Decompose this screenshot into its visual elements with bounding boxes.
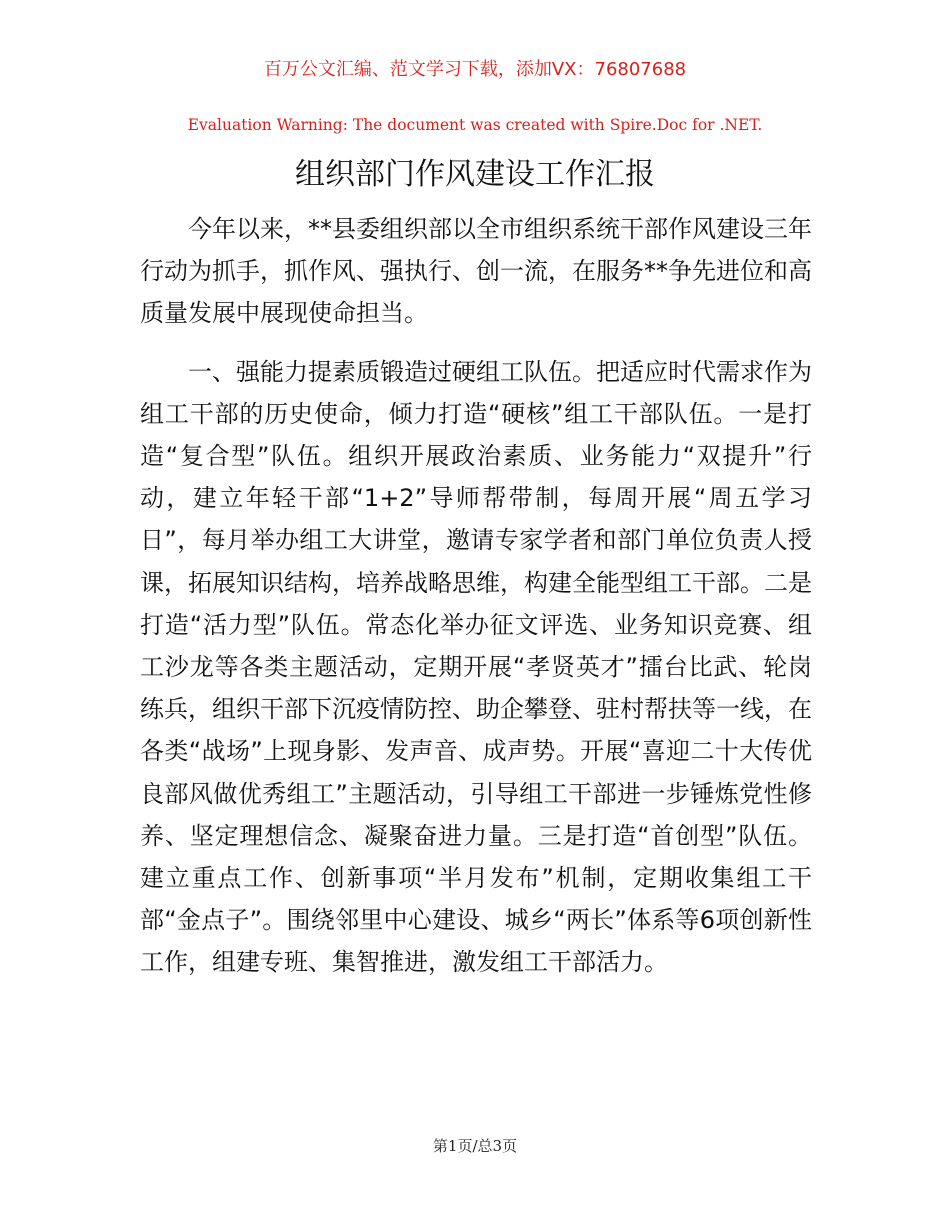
evaluation-warning: Evaluation Warning: The document was created with Spire.Doc for .NET. — [187, 116, 763, 134]
paragraph-section-one: 一、强能力提素质锻造过硬组工队伍。把适应时代需求作为组工干部的历史使命，倾力打造“硬核”组工干部队伍。一是打造“复合型”队伍。组织开展政治素质、业务能力“双提升”行动，建立年轻干部“1+2”导师帮带制，每周开展“周五学习日”，每月举办组工大讲堂，邀请专家学者和部门单位负责人授课，拓展知识结构，培养战略思维，构建全能型组工干部。二是打造“活力型”队伍。常态化举办征文评选、业务知识竞赛、组工沙龙等各类主题活动，定期开展“孝贤英才”擂台比武、轮岗练兵，组织干部下沉疫情防控、助企攀登、驻村帮扶等一线，在各类“战场”上现身影、发声音、成声势。开展“喜迎二十大传优良部风做优秀组工”主题活动，引导组工干部进一步锤炼党性修养、坚定理想信念、凝聚奋进力量。三是打造“首创型”队伍。建立重点工作、创新事项“半月发布”机制，定期收集组工干部“金点子”。围绕邻里中心建设、城乡“两长”体系等6项创新性工作，组建专班、集智推进，激发组工干部活力。 — [140, 357, 812, 977]
paragraph-intro: 今年以来，**县委组织部以全市组织系统干部作风建设三年行动为抓手，抓作风、强执行、创一流，在服务**争先进位和高质量发展中展现使命担当。 — [140, 215, 812, 328]
header-ad-text: 百万公文汇编、范文学习下载，添加VX：76807688 — [263, 59, 687, 80]
page-number: 第1页/总3页 — [432, 1137, 518, 1155]
document-title: 组织部门作风建设工作汇报 — [295, 157, 655, 192]
document-body — [140, 208, 812, 984]
